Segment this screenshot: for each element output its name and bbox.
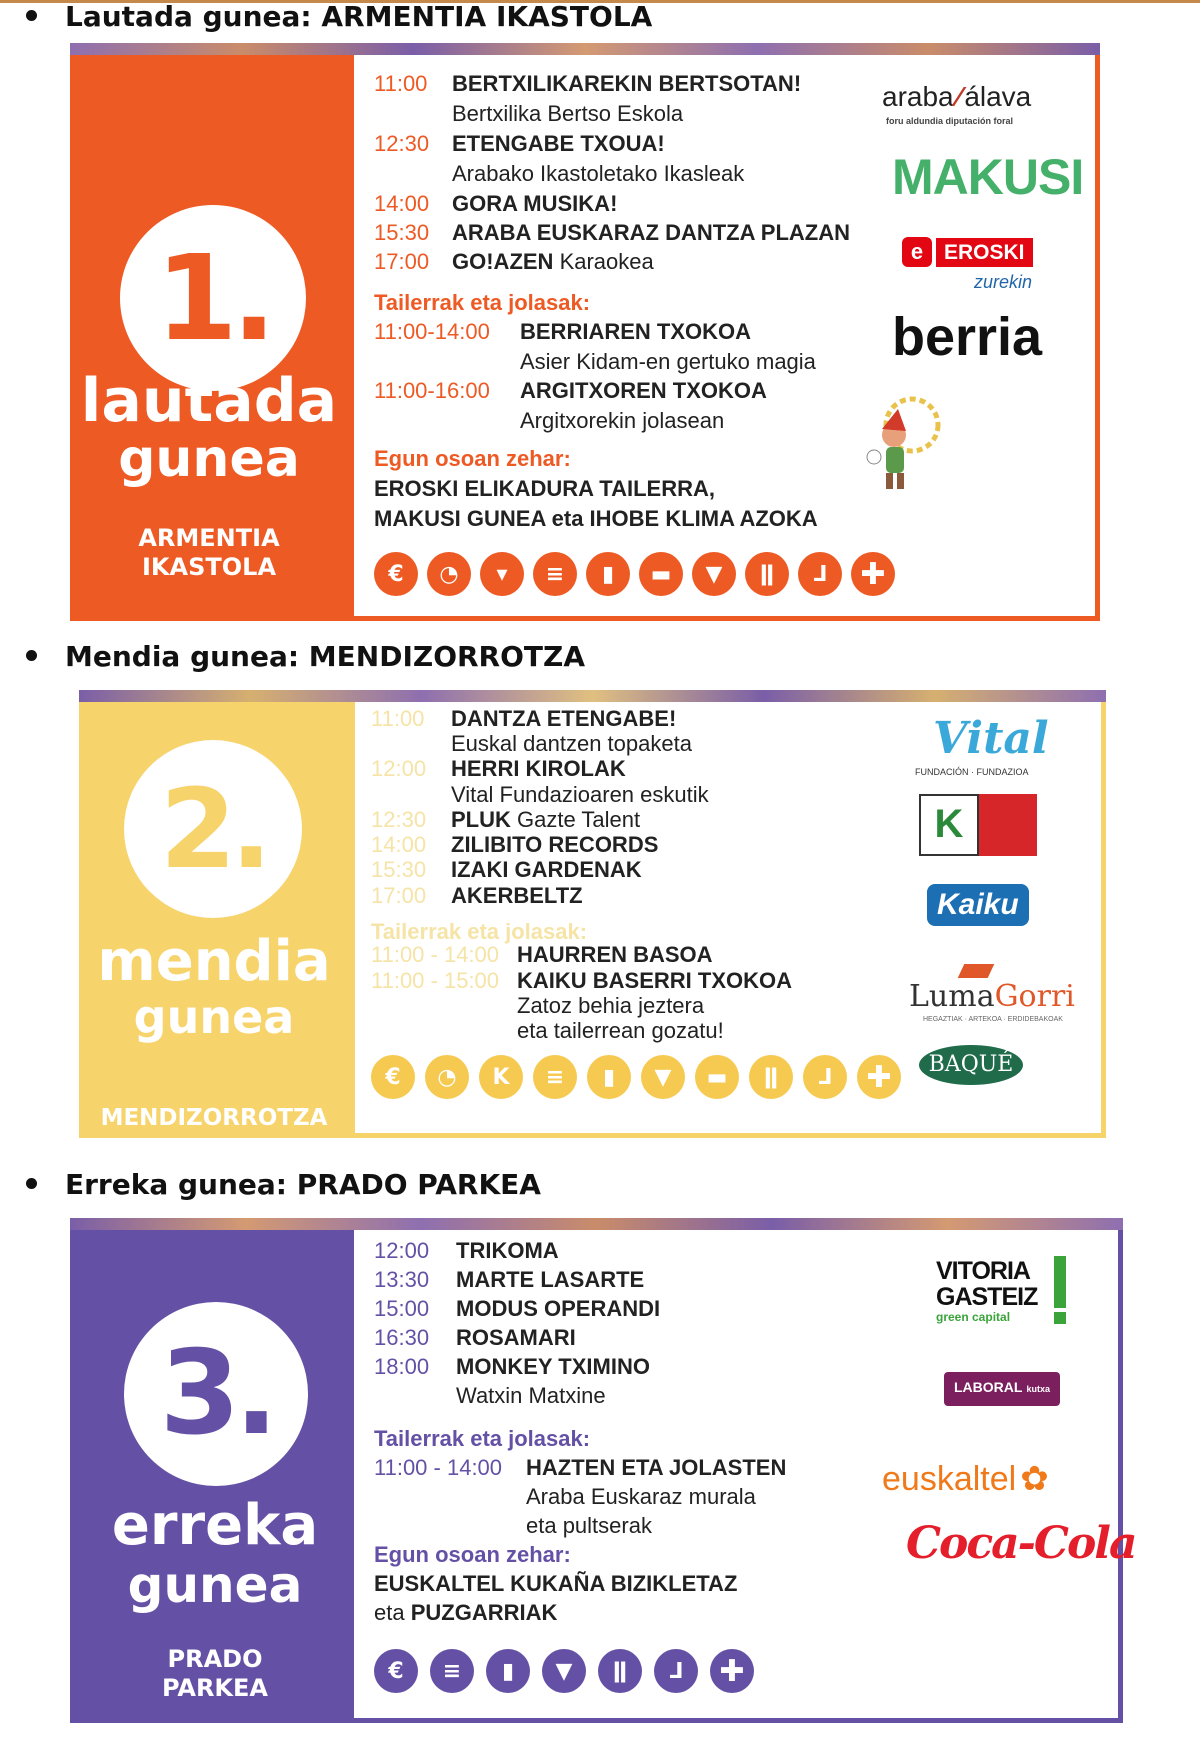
event-subtitle: Zatoz behia jeztera (517, 993, 705, 1018)
event-row: 11:00 - 14:00 HAZTEN ETA JOLASTEN (374, 1455, 787, 1480)
info-icon: ⅃ (798, 552, 842, 596)
event-row: 12:00 HERRI KIROLAK (371, 756, 626, 781)
event-row: 11:00-16:00 ARGITXOREN TXOKOA (374, 378, 767, 403)
araba-alava-logo: araba ⁄ álava (882, 81, 1032, 112)
event-row: 15:00 MODUS OPERANDI (374, 1296, 661, 1321)
drink-icon: ▮ (486, 1649, 530, 1693)
toilets-icon: ǁ (745, 552, 789, 596)
section-label: Egun osoan zehar: (374, 1542, 571, 1567)
zone-number-badge: 3. (124, 1302, 308, 1486)
food-icon: ≡ (430, 1649, 474, 1693)
event-subtitle: Argitxorekin jolasean (520, 408, 725, 433)
vitoria-gasteiz-mark (1054, 1256, 1066, 1308)
decorative-strip (70, 43, 1100, 55)
zone-place-line1: PRADO (167, 1645, 263, 1673)
food-icon: ≡ (533, 1055, 577, 1099)
event-row: 11:00 DANTZA ETENGABE! (371, 706, 677, 731)
event-subtitle: Watxin Matxine (456, 1383, 606, 1408)
event-row: 15:30 IZAKI GARDENAK (371, 857, 642, 882)
bullet-icon (26, 650, 37, 661)
zone-name-line1: mendia (97, 929, 331, 994)
eroski-tagline: zurekin (974, 272, 1033, 292)
event-plain: MAKUSI GUNEA eta IHOBE KLIMA AZOKA (374, 506, 818, 531)
laboral-kutxa-logo: LABORAL kutxa (944, 1372, 1060, 1406)
event-row: 11:00-14:00 BERRIAREN TXOKOA (374, 319, 752, 344)
decorative-strip (70, 1218, 1123, 1230)
event-row: 18:00 MONKEY TXIMINO (374, 1354, 650, 1379)
zone-name-line2: gunea (118, 429, 300, 489)
event-row: 13:30 MARTE LASARTE (374, 1267, 645, 1292)
coffee-icon: ▬ (695, 1055, 739, 1099)
baque-logo: BAQUÉ (919, 1045, 1023, 1085)
kutxa-foundation-logo: K (919, 794, 1037, 856)
bag-icon: ◔ (427, 552, 471, 596)
event-subtitle: Araba Euskaraz murala (526, 1484, 756, 1509)
event-row: 16:30 ROSAMARI (374, 1325, 576, 1350)
lumagorri-logo: LumaGorri (909, 979, 1075, 1014)
zone-number-badge: 1. (120, 205, 306, 391)
eroski-logo: e EROSKI (902, 237, 1033, 267)
section-label: Egun osoan zehar: (374, 446, 571, 471)
coca-cola-logo: Coca-Cola (906, 1518, 1136, 1569)
zone2-services (371, 1055, 901, 1099)
zone1-left-column (70, 55, 348, 621)
decorative-strip (79, 690, 1106, 702)
icecream-icon: ▼ (542, 1649, 586, 1693)
event-row: 17:00 GO!AZEN Karaokea (374, 249, 654, 274)
zone-place-line1: MENDIZORROTZA (100, 1105, 328, 1131)
first-aid-icon: ✚ (857, 1055, 901, 1099)
drink-icon: ▮ (587, 1055, 631, 1099)
section-label: Tailerrak eta jolasak: (374, 290, 591, 315)
coffee-icon: ▬ (639, 552, 683, 596)
event-subtitle: Vital Fundazioaren eskutik (451, 782, 709, 807)
makusi-logo: MAKUSI (892, 149, 1084, 205)
zone-number-badge: 2. (124, 740, 302, 918)
event-subtitle: eta tailerrean gozatu! (517, 1018, 724, 1043)
section-label: Tailerrak eta jolasak: (374, 1426, 591, 1451)
icecream-icon: ▼ (692, 552, 736, 596)
event-row: 11:00 - 14:00 HAURREN BASOA (371, 942, 713, 967)
araba-alava-subtitle: foru aldundia diputación foral (886, 116, 1013, 126)
zone1-panel (70, 43, 1100, 621)
toilets-icon: ǁ (598, 1649, 642, 1693)
lumagorri-subtitle: HEGAZTIAK · ARTEKOA · ERDIDEBAKOAK (923, 1016, 1063, 1023)
bullet-icon (26, 1178, 37, 1189)
berria-logo: berria (892, 307, 1043, 367)
zone2-panel (79, 690, 1106, 1138)
event-row: 14:00 ZILIBITO RECORDS (371, 832, 659, 857)
event-row: 17:00 AKERBELTZ (371, 883, 583, 908)
zone-name-line1: lautada (80, 366, 338, 436)
event-subtitle: Asier Kidam-en gertuko magia (520, 349, 816, 374)
tshirt-icon: ▾ (480, 552, 524, 596)
vitoria-gasteiz-logo: VITORIA GASTEIZ green capital (936, 1257, 1038, 1324)
event-row: 14:00 GORA MUSIKA! (374, 191, 618, 216)
zone-name-line2: gunea (133, 990, 295, 1044)
event-row: 11:00 - 15:00 KAIKU BASERRI TXOKOA (371, 968, 793, 993)
zone-name-line1: erreka (111, 1493, 319, 1558)
event-row: 11:00 BERTXILIKAREKIN BERTSOTAN! (374, 71, 802, 96)
vitoria-gasteiz-dot (1054, 1312, 1066, 1324)
drink-icon: ▮ (586, 552, 630, 596)
zone3-left-column (70, 1230, 348, 1723)
event-subtitle: Euskal dantzen topaketa (451, 731, 692, 756)
bullet-icon (26, 10, 37, 21)
info-icon: ⅃ (654, 1649, 698, 1693)
zone-place-line1: ARMENTIA (138, 524, 280, 552)
zone3-services (374, 1649, 754, 1693)
zone3-programme (354, 1230, 1136, 1718)
event-subtitle: Arabako Ikastoletako Ikasleak (452, 161, 745, 186)
event-row: 12:00 TRIKOMA (374, 1238, 559, 1263)
zone1-services (374, 552, 895, 596)
zone1-heading: Lautada gunea: ARMENTIA IKASTOLA (26, 0, 652, 33)
event-plain: eta PUZGARRIAK (374, 1600, 558, 1625)
event-row: 12:30 ETENGABE TXOUA! (374, 131, 665, 156)
zone1-programme (354, 55, 1095, 616)
mascot-illustration (854, 395, 946, 495)
event-plain: EROSKI ELIKADURA TAILERRA, (374, 476, 715, 501)
vital-logo: Vital (933, 713, 1049, 764)
zone3-heading: Erreka gunea: PRADO PARKEA (26, 1168, 541, 1201)
event-row: 15:30 ARABA EUSKARAZ DANTZA PLAZAN (374, 220, 851, 245)
euro-icon: € (374, 1649, 418, 1693)
food-icon: ≡ (533, 552, 577, 596)
euro-icon: € (374, 552, 418, 596)
cup-icon: ▼ (641, 1055, 685, 1099)
first-aid-icon: ✚ (851, 552, 895, 596)
event-plain: EUSKALTEL KUKAÑA BIZIKLETAZ (374, 1571, 738, 1596)
zone-place-line2: IKASTOLA (141, 553, 277, 581)
toilets-icon: ǁ (749, 1055, 793, 1099)
zone2-heading: Mendia gunea: MENDIZORROTZA (26, 640, 585, 673)
zone-name-line2: gunea (127, 1556, 303, 1614)
zone-place-line2: PARKEA (161, 1674, 268, 1702)
zone2-programme (355, 702, 1101, 1133)
kaiku-logo: Kaiku (927, 884, 1029, 926)
kutxa-icon: K (479, 1055, 523, 1099)
zone2-left-column (79, 702, 349, 1138)
euro-icon: € (371, 1055, 415, 1099)
lumagorri-mark (958, 964, 995, 978)
euskaltel-logo: euskaltel ✿ (882, 1460, 1049, 1498)
bag-icon: ◔ (425, 1055, 469, 1099)
info-icon: ⅃ (803, 1055, 847, 1099)
vital-subtitle: FUNDACIÓN · FUNDAZIOA (915, 767, 1029, 777)
event-subtitle: eta pultserak (526, 1513, 652, 1538)
event-subtitle: Bertxilika Bertso Eskola (452, 101, 684, 126)
event-row: 12:30 PLUK Gazte Talent (371, 807, 641, 832)
zone3-panel (70, 1218, 1136, 1723)
section-label: Tailerrak eta jolasak: (371, 919, 588, 944)
first-aid-icon: ✚ (710, 1649, 754, 1693)
